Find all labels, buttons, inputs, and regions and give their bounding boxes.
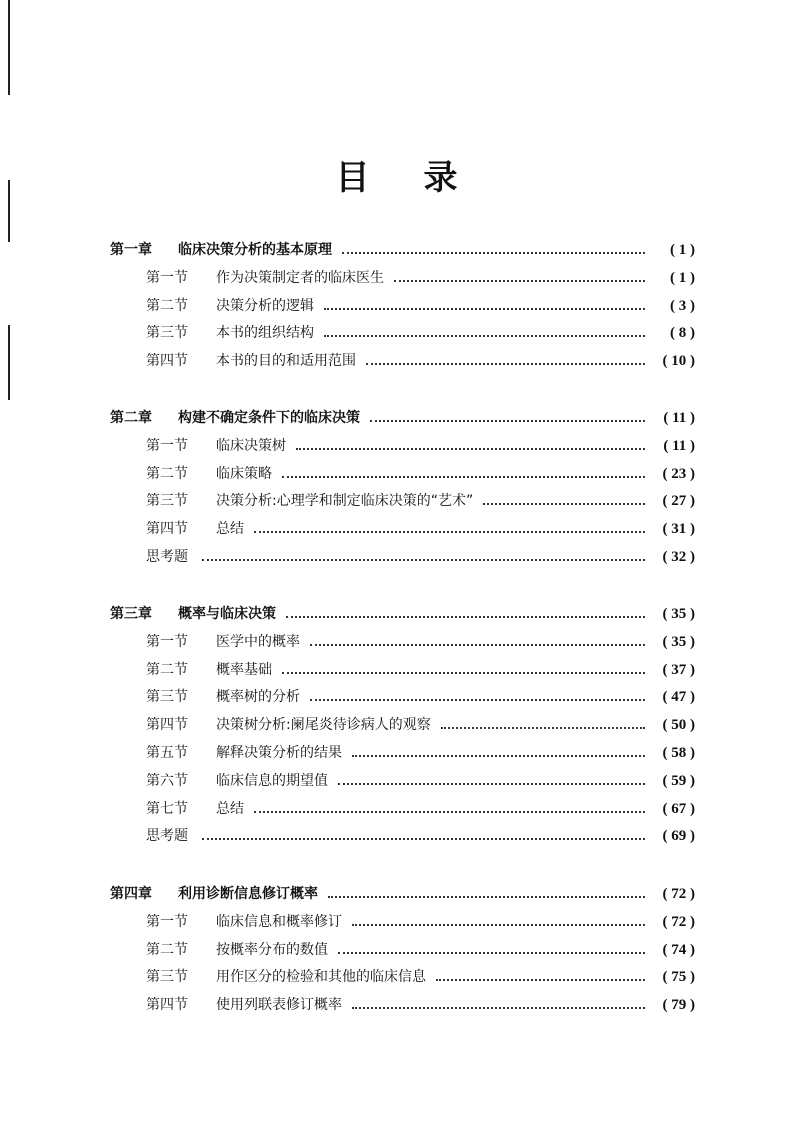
entry-label: 第三章 [110,606,152,622]
toc-section-entry[interactable] [146,967,695,987]
page-number: ( 11 ) [663,437,695,454]
entry-title: 总结 [216,521,244,538]
toc-section-entry[interactable] [146,940,695,960]
page-number: ( 69 ) [662,828,695,845]
entry-label: 第二节 [146,297,188,314]
toc-section-entry[interactable] [146,715,695,735]
dot-leader [370,420,645,422]
entry-title: 临床策略 [216,465,272,482]
entry-label: 第二节 [146,661,188,678]
toc-section-entry[interactable] [146,436,695,456]
dot-leader [282,672,645,674]
page-number: ( 75 ) [662,969,695,986]
toc-section-entry[interactable] [146,296,695,316]
entry-title: 利用诊断信息修订概率 [178,886,318,902]
entry-title: 决策树分析:阑尾炎待诊病人的观察 [216,717,431,734]
toc-section-entry[interactable] [146,351,695,371]
entry-label: 第二节 [146,941,188,958]
toc-section-entry[interactable] [146,519,695,539]
toc-chapter-entry[interactable] [110,240,695,260]
page-number: ( 8 ) [670,325,695,342]
dot-leader [282,476,645,478]
toc-chapter-entry[interactable] [110,604,695,624]
page-number: ( 59 ) [662,772,695,789]
entry-label: 第三节 [146,969,188,986]
dot-leader [436,979,645,981]
toc-chapter-entry[interactable] [110,408,695,428]
toc-section-entry[interactable] [146,660,695,680]
toc-section-entry[interactable] [146,743,695,763]
toc-section-entry[interactable] [146,464,695,484]
entry-label: 第一节 [146,437,188,454]
entry-label: 第四节 [146,521,188,538]
dot-leader [366,363,645,365]
entry-title: 构建不确定条件下的临床决策 [178,410,360,426]
entry-title: 临床决策树 [216,437,286,454]
entry-title: 作为决策制定者的临床医生 [216,269,384,286]
page-number: ( 35 ) [662,606,695,622]
dot-leader [352,1007,645,1009]
dot-leader [342,252,645,254]
page-title [0,150,793,199]
toc-section-entry[interactable] [146,799,695,819]
entry-label: 第六节 [146,772,188,789]
toc-section-entry[interactable] [146,547,695,567]
toc-section-entry[interactable] [146,687,695,707]
page-edge-line [8,0,10,95]
page-number: ( 27 ) [662,493,695,510]
entry-title: 概率基础 [216,661,272,678]
entry-title: 解释决策分析的结果 [216,745,342,761]
entry-title: 临床决策分析的基本原理 [178,242,332,258]
entry-label: 第一章 [110,242,152,258]
toc-section-entry[interactable] [146,995,695,1015]
page-number: ( 31 ) [662,521,695,538]
entry-label: 第三节 [146,689,188,706]
entry-title: 临床信息和概率修订 [216,913,342,930]
dot-leader [328,896,645,898]
dot-leader [338,783,645,785]
entry-label: 第四章 [110,886,152,902]
dot-leader [286,616,645,618]
toc-section-entry[interactable] [146,826,695,846]
dot-leader [483,503,645,505]
toc-section-entry[interactable] [146,323,695,343]
dot-leader [310,644,645,646]
toc-section-entry[interactable] [146,268,695,288]
entry-label: 第一节 [146,269,188,286]
page-number: ( 72 ) [662,886,695,902]
page-number: ( 72 ) [662,913,695,930]
entry-title: 总结 [216,800,244,817]
entry-title: 医学中的概率 [216,633,300,650]
entry-title: 按概率分布的数值 [216,941,328,958]
dot-leader [202,559,645,561]
page-number: ( 50 ) [662,717,695,734]
entry-label: 第三节 [146,325,188,342]
page-number: ( 47 ) [662,689,695,706]
dot-leader [338,952,645,954]
dot-leader [310,699,645,701]
page-number: ( 1 ) [670,242,695,258]
toc-chapter-entry[interactable] [110,884,695,904]
entry-label: 第二节 [146,465,188,482]
entry-label: 第一节 [146,633,188,650]
dot-leader [254,811,645,813]
entry-label: 思考题 [146,828,188,845]
dot-leader [352,755,645,757]
entry-label: 第一节 [146,913,188,930]
dot-leader [352,924,645,926]
entry-title: 概率与临床决策 [178,606,276,622]
page-number: ( 67 ) [662,800,695,817]
page-number: ( 23 ) [662,465,695,482]
entry-label: 第三节 [146,493,188,510]
entry-label: 第五节 [146,745,188,761]
toc-section-entry[interactable] [146,632,695,652]
page-number: ( 3 ) [670,297,695,314]
entry-label: 第四节 [146,997,188,1014]
entry-title: 用作区分的检验和其他的临床信息 [216,969,426,986]
toc-section-entry[interactable] [146,491,695,511]
page-number: ( 11 ) [663,410,695,426]
page-edge-line [8,325,10,400]
dot-leader [324,335,645,337]
dot-leader [441,727,645,729]
entry-title: 使用列联表修订概率 [216,997,342,1014]
entry-label: 第四节 [146,353,188,370]
page-number: ( 32 ) [662,549,695,565]
entry-label: 第二章 [110,410,152,426]
dot-leader [296,448,645,450]
dot-leader [202,838,645,840]
page-number: ( 10 ) [662,353,695,370]
title-char: 录 [423,158,458,198]
entry-title: 决策分析:心理学和制定临床决策的“艺术” [216,493,474,510]
page-number: ( 74 ) [662,941,695,958]
page-number: ( 58 ) [662,745,695,761]
entry-label: 思考题 [146,549,188,565]
toc-section-entry[interactable] [146,771,695,791]
page-number: ( 1 ) [670,269,695,286]
page-number: ( 79 ) [662,997,695,1014]
entry-label: 第七节 [146,800,188,817]
dot-leader [394,280,645,282]
entry-title: 概率树的分析 [216,689,300,706]
entry-title: 本书的目的和适用范围 [216,353,356,370]
entry-label: 第四节 [146,717,188,734]
toc-section-entry[interactable] [146,912,695,932]
title-char: 目 [335,158,370,198]
page-number: ( 35 ) [662,633,695,650]
entry-title: 本书的组织结构 [216,325,314,342]
page-number: ( 37 ) [662,661,695,678]
dot-leader [324,308,645,310]
dot-leader [254,531,645,533]
entry-title: 临床信息的期望值 [216,772,328,789]
entry-title: 决策分析的逻辑 [216,297,314,314]
